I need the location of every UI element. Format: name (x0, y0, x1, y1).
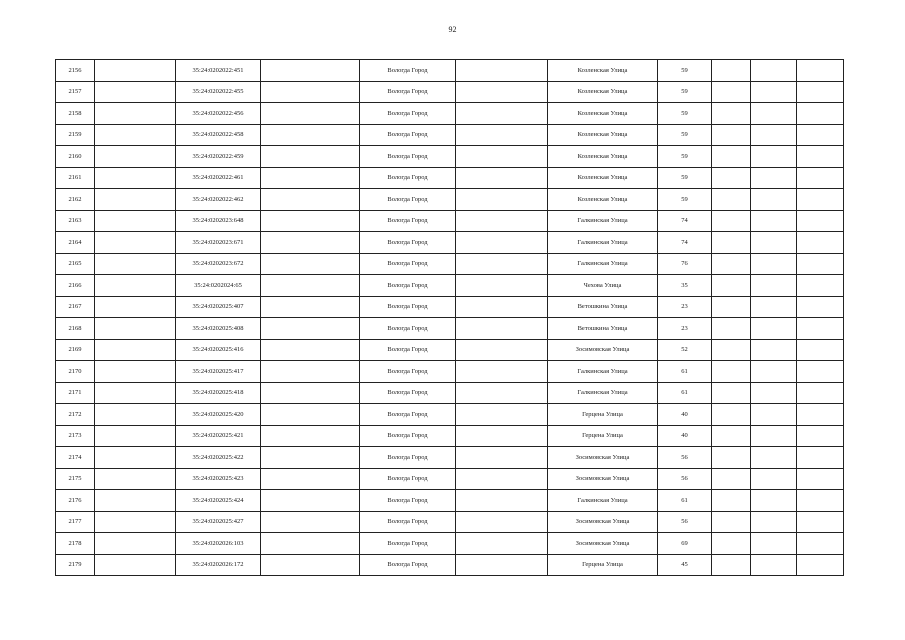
table-row (56, 447, 844, 469)
street-cell: Зосимовская Улица (548, 447, 658, 469)
cadastral-number-cell: 35:24:0202022:459 (176, 146, 261, 168)
empty-cell (712, 511, 751, 533)
empty-cell (261, 146, 360, 168)
empty-cell (95, 318, 176, 340)
street-cell: Козленская Улица (548, 167, 658, 189)
empty-cell (456, 533, 548, 555)
table-row (56, 554, 844, 576)
street-cell: Козленская Улица (548, 60, 658, 82)
empty-cell (751, 404, 797, 426)
empty-cell (456, 275, 548, 297)
empty-cell (95, 81, 176, 103)
empty-cell (751, 339, 797, 361)
empty-cell (797, 447, 844, 469)
city-cell: Вологда Город (360, 103, 456, 125)
empty-cell (261, 189, 360, 211)
empty-cell (751, 124, 797, 146)
table-row (56, 468, 844, 490)
cadastral-number-cell: 35:24:0202022:451 (176, 60, 261, 82)
table-row (56, 210, 844, 232)
city-cell: Вологда Город (360, 468, 456, 490)
empty-cell (712, 146, 751, 168)
house-number-cell: 74 (658, 232, 712, 254)
row-number-cell: 2178 (56, 533, 95, 555)
house-number-cell: 69 (658, 533, 712, 555)
empty-cell (751, 554, 797, 576)
empty-cell (797, 339, 844, 361)
cadastral-number-cell: 35:24:0202025:417 (176, 361, 261, 383)
cadastral-number-cell: 35:24:0202022:455 (176, 81, 261, 103)
row-number-cell: 2159 (56, 124, 95, 146)
empty-cell (95, 232, 176, 254)
empty-cell (712, 339, 751, 361)
empty-cell (261, 275, 360, 297)
empty-cell (95, 103, 176, 125)
empty-cell (456, 554, 548, 576)
street-cell: Герцена Улица (548, 554, 658, 576)
cadastral-number-cell: 35:24:0202026:103 (176, 533, 261, 555)
house-number-cell: 59 (658, 167, 712, 189)
cadastral-number-cell: 35:24:0202025:421 (176, 425, 261, 447)
empty-cell (95, 533, 176, 555)
table-row (56, 511, 844, 533)
empty-cell (797, 554, 844, 576)
house-number-cell: 56 (658, 447, 712, 469)
empty-cell (95, 146, 176, 168)
empty-cell (751, 167, 797, 189)
empty-cell (797, 318, 844, 340)
house-number-cell: 59 (658, 60, 712, 82)
empty-cell (261, 318, 360, 340)
cadastral-number-cell: 35:24:0202025:418 (176, 382, 261, 404)
empty-cell (751, 511, 797, 533)
street-cell: Зосимовская Улица (548, 468, 658, 490)
house-number-cell: 61 (658, 490, 712, 512)
empty-cell (712, 533, 751, 555)
empty-cell (95, 189, 176, 211)
row-number-cell: 2166 (56, 275, 95, 297)
row-number-cell: 2160 (56, 146, 95, 168)
cadastral-number-cell: 35:24:0202022:456 (176, 103, 261, 125)
table-row (56, 296, 844, 318)
empty-cell (261, 533, 360, 555)
empty-cell (456, 318, 548, 340)
row-number-cell: 2169 (56, 339, 95, 361)
cadastral-number-cell: 35:24:0202025:408 (176, 318, 261, 340)
house-number-cell: 52 (658, 339, 712, 361)
house-number-cell: 23 (658, 318, 712, 340)
empty-cell (797, 167, 844, 189)
street-cell: Козленская Улица (548, 189, 658, 211)
cadastral-number-cell: 35:24:0202025:420 (176, 404, 261, 426)
empty-cell (797, 361, 844, 383)
empty-cell (456, 167, 548, 189)
cadastral-number-cell: 35:24:0202025:422 (176, 447, 261, 469)
empty-cell (712, 296, 751, 318)
cadastral-number-cell: 35:24:0202023:648 (176, 210, 261, 232)
table-row (56, 404, 844, 426)
empty-cell (751, 425, 797, 447)
cadastral-number-cell: 35:24:0202023:672 (176, 253, 261, 275)
table-row (56, 167, 844, 189)
empty-cell (797, 210, 844, 232)
empty-cell (797, 404, 844, 426)
empty-cell (797, 490, 844, 512)
cadastral-number-cell: 35:24:0202023:671 (176, 232, 261, 254)
row-number-cell: 2175 (56, 468, 95, 490)
empty-cell (261, 296, 360, 318)
city-cell: Вологда Город (360, 146, 456, 168)
empty-cell (751, 210, 797, 232)
city-cell: Вологда Город (360, 296, 456, 318)
city-cell: Вологда Город (360, 533, 456, 555)
row-number-cell: 2163 (56, 210, 95, 232)
street-cell: Чехова Улица (548, 275, 658, 297)
street-cell: Галкинская Улица (548, 210, 658, 232)
empty-cell (797, 468, 844, 490)
empty-cell (95, 167, 176, 189)
empty-cell (95, 124, 176, 146)
empty-cell (261, 124, 360, 146)
empty-cell (456, 124, 548, 146)
table-row (56, 81, 844, 103)
city-cell: Вологда Город (360, 189, 456, 211)
empty-cell (261, 511, 360, 533)
row-number-cell: 2174 (56, 447, 95, 469)
row-number-cell: 2179 (56, 554, 95, 576)
table-row (56, 189, 844, 211)
row-number-cell: 2170 (56, 361, 95, 383)
house-number-cell: 76 (658, 253, 712, 275)
row-number-cell: 2168 (56, 318, 95, 340)
street-cell: Ветошкина Улица (548, 296, 658, 318)
house-number-cell: 74 (658, 210, 712, 232)
empty-cell (797, 253, 844, 275)
row-number-cell: 2161 (56, 167, 95, 189)
street-cell: Зосимовская Улица (548, 511, 658, 533)
street-cell: Козленская Улица (548, 103, 658, 125)
empty-cell (95, 511, 176, 533)
house-number-cell: 59 (658, 146, 712, 168)
empty-cell (456, 189, 548, 211)
empty-cell (751, 296, 797, 318)
empty-cell (261, 60, 360, 82)
city-cell: Вологда Город (360, 124, 456, 146)
table-row (56, 425, 844, 447)
empty-cell (797, 382, 844, 404)
city-cell: Вологда Город (360, 382, 456, 404)
row-number-cell: 2157 (56, 81, 95, 103)
empty-cell (261, 253, 360, 275)
page-number: 92 (448, 25, 457, 34)
empty-cell (456, 103, 548, 125)
empty-cell (261, 382, 360, 404)
empty-cell (261, 361, 360, 383)
empty-cell (261, 81, 360, 103)
empty-cell (751, 533, 797, 555)
empty-cell (456, 468, 548, 490)
house-number-cell: 40 (658, 425, 712, 447)
empty-cell (712, 425, 751, 447)
empty-cell (751, 60, 797, 82)
empty-cell (261, 103, 360, 125)
street-cell: Галкинская Улица (548, 382, 658, 404)
table-row (56, 533, 844, 555)
empty-cell (797, 425, 844, 447)
table-row (56, 382, 844, 404)
table-row (56, 490, 844, 512)
empty-cell (95, 253, 176, 275)
empty-cell (456, 490, 548, 512)
house-number-cell: 59 (658, 189, 712, 211)
street-cell: Козленская Улица (548, 146, 658, 168)
empty-cell (712, 361, 751, 383)
street-cell: Зосимовская Улица (548, 339, 658, 361)
table-row (56, 232, 844, 254)
table-row (56, 253, 844, 275)
empty-cell (95, 60, 176, 82)
empty-cell (456, 339, 548, 361)
empty-cell (95, 404, 176, 426)
empty-cell (712, 468, 751, 490)
table-row (56, 318, 844, 340)
empty-cell (751, 232, 797, 254)
house-number-cell: 35 (658, 275, 712, 297)
cadastral-number-cell: 35:24:0202025:423 (176, 468, 261, 490)
empty-cell (751, 146, 797, 168)
empty-cell (95, 468, 176, 490)
empty-cell (797, 146, 844, 168)
house-number-cell: 61 (658, 382, 712, 404)
empty-cell (456, 361, 548, 383)
cadastral-number-cell: 35:24:0202022:458 (176, 124, 261, 146)
empty-cell (456, 296, 548, 318)
empty-cell (456, 382, 548, 404)
empty-cell (456, 232, 548, 254)
street-cell: Герцена Улица (548, 425, 658, 447)
city-cell: Вологда Город (360, 554, 456, 576)
row-number-cell: 2158 (56, 103, 95, 125)
empty-cell (751, 447, 797, 469)
row-number-cell: 2156 (56, 60, 95, 82)
city-cell: Вологда Город (360, 361, 456, 383)
cadastral-number-cell: 35:24:0202025:416 (176, 339, 261, 361)
city-cell: Вологда Город (360, 404, 456, 426)
empty-cell (261, 339, 360, 361)
house-number-cell: 59 (658, 81, 712, 103)
empty-cell (712, 404, 751, 426)
empty-cell (797, 103, 844, 125)
cadastral-number-cell: 35:24:0202025:427 (176, 511, 261, 533)
empty-cell (712, 189, 751, 211)
empty-cell (261, 210, 360, 232)
table-row (56, 60, 844, 82)
empty-cell (751, 318, 797, 340)
street-cell: Козленская Улица (548, 81, 658, 103)
empty-cell (712, 275, 751, 297)
row-number-cell: 2164 (56, 232, 95, 254)
city-cell: Вологда Город (360, 339, 456, 361)
row-number-cell: 2177 (56, 511, 95, 533)
empty-cell (261, 490, 360, 512)
empty-cell (261, 232, 360, 254)
row-number-cell: 2162 (56, 189, 95, 211)
empty-cell (712, 81, 751, 103)
empty-cell (751, 275, 797, 297)
empty-cell (95, 296, 176, 318)
city-cell: Вологда Город (360, 318, 456, 340)
empty-cell (95, 339, 176, 361)
street-cell: Галкинская Улица (548, 232, 658, 254)
city-cell: Вологда Город (360, 253, 456, 275)
empty-cell (712, 60, 751, 82)
empty-cell (751, 468, 797, 490)
empty-cell (751, 382, 797, 404)
table-row (56, 146, 844, 168)
empty-cell (95, 554, 176, 576)
empty-cell (712, 103, 751, 125)
empty-cell (712, 382, 751, 404)
empty-cell (95, 210, 176, 232)
empty-cell (712, 554, 751, 576)
empty-cell (456, 425, 548, 447)
street-cell: Галкинская Улица (548, 361, 658, 383)
city-cell: Вологда Город (360, 447, 456, 469)
cadastral-number-cell: 35:24:0202026:172 (176, 554, 261, 576)
cadastral-number-cell: 35:24:0202022:461 (176, 167, 261, 189)
empty-cell (456, 511, 548, 533)
table-row (56, 124, 844, 146)
empty-cell (797, 81, 844, 103)
empty-cell (712, 447, 751, 469)
empty-cell (751, 189, 797, 211)
house-number-cell: 45 (658, 554, 712, 576)
house-number-cell: 61 (658, 361, 712, 383)
table-row (56, 275, 844, 297)
empty-cell (95, 425, 176, 447)
cadastral-number-cell: 35:24:0202022:462 (176, 189, 261, 211)
street-cell: Галкинская Улица (548, 253, 658, 275)
registry-table-body (56, 60, 844, 576)
street-cell: Галкинская Улица (548, 490, 658, 512)
house-number-cell: 40 (658, 404, 712, 426)
street-cell: Герцена Улица (548, 404, 658, 426)
empty-cell (712, 253, 751, 275)
row-number-cell: 2167 (56, 296, 95, 318)
empty-cell (797, 232, 844, 254)
house-number-cell: 56 (658, 468, 712, 490)
empty-cell (797, 189, 844, 211)
row-number-cell: 2165 (56, 253, 95, 275)
city-cell: Вологда Город (360, 60, 456, 82)
city-cell: Вологда Город (360, 275, 456, 297)
empty-cell (261, 425, 360, 447)
street-cell: Зосимовская Улица (548, 533, 658, 555)
empty-cell (712, 124, 751, 146)
street-cell: Ветошкина Улица (548, 318, 658, 340)
house-number-cell: 59 (658, 124, 712, 146)
empty-cell (95, 490, 176, 512)
empty-cell (797, 511, 844, 533)
empty-cell (751, 490, 797, 512)
empty-cell (712, 210, 751, 232)
empty-cell (712, 318, 751, 340)
empty-cell (712, 232, 751, 254)
house-number-cell: 59 (658, 103, 712, 125)
street-cell: Козленская Улица (548, 124, 658, 146)
empty-cell (797, 296, 844, 318)
table-row (56, 361, 844, 383)
house-number-cell: 23 (658, 296, 712, 318)
table-row (56, 339, 844, 361)
table-row (56, 103, 844, 125)
row-number-cell: 2172 (56, 404, 95, 426)
empty-cell (456, 447, 548, 469)
empty-cell (751, 103, 797, 125)
city-cell: Вологда Город (360, 490, 456, 512)
cadastral-number-cell: 35:24:0202025:424 (176, 490, 261, 512)
empty-cell (712, 490, 751, 512)
empty-cell (261, 468, 360, 490)
empty-cell (456, 60, 548, 82)
registry-table (55, 59, 844, 576)
empty-cell (797, 124, 844, 146)
city-cell: Вологда Город (360, 232, 456, 254)
empty-cell (456, 210, 548, 232)
city-cell: Вологда Город (360, 210, 456, 232)
empty-cell (797, 60, 844, 82)
cadastral-number-cell: 35:24:0202024:65 (176, 275, 261, 297)
empty-cell (456, 81, 548, 103)
city-cell: Вологда Город (360, 425, 456, 447)
empty-cell (456, 253, 548, 275)
empty-cell (95, 447, 176, 469)
empty-cell (261, 447, 360, 469)
row-number-cell: 2171 (56, 382, 95, 404)
empty-cell (712, 167, 751, 189)
empty-cell (95, 382, 176, 404)
cadastral-number-cell: 35:24:0202025:407 (176, 296, 261, 318)
city-cell: Вологда Город (360, 81, 456, 103)
empty-cell (95, 275, 176, 297)
empty-cell (751, 81, 797, 103)
empty-cell (261, 404, 360, 426)
row-number-cell: 2176 (56, 490, 95, 512)
empty-cell (456, 146, 548, 168)
empty-cell (261, 554, 360, 576)
empty-cell (751, 361, 797, 383)
empty-cell (261, 167, 360, 189)
empty-cell (456, 404, 548, 426)
empty-cell (797, 533, 844, 555)
house-number-cell: 56 (658, 511, 712, 533)
row-number-cell: 2173 (56, 425, 95, 447)
empty-cell (751, 253, 797, 275)
empty-cell (797, 275, 844, 297)
city-cell: Вологда Город (360, 167, 456, 189)
empty-cell (95, 361, 176, 383)
city-cell: Вологда Город (360, 511, 456, 533)
